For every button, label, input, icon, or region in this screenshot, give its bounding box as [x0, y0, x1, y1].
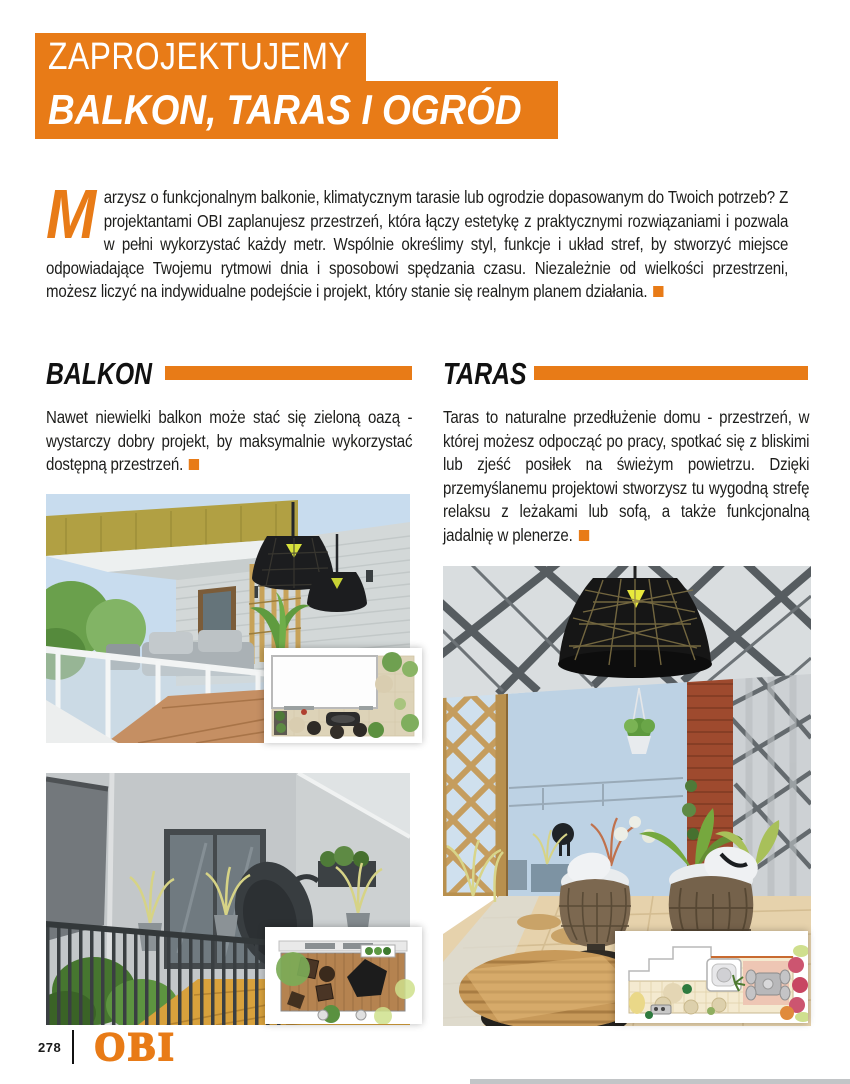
- balcony-day-floor-plan-inset: [264, 648, 422, 743]
- taras-text-block: [443, 406, 809, 547]
- page-footer: [38, 1024, 177, 1069]
- balkon-header: [46, 356, 412, 392]
- balcony-evening-floor-plan-inset: [265, 927, 422, 1024]
- terrace-photo: [443, 566, 808, 1026]
- balkon-orange-bar: [165, 366, 412, 380]
- taras-orange-bar: [534, 366, 808, 380]
- page-bottom-edge: [470, 1079, 850, 1084]
- taras-header: [443, 356, 808, 392]
- banner-line1-box: [35, 33, 366, 81]
- balkon-title: BALKON: [46, 356, 153, 391]
- balkon-text: Nawet niewielki balkon może stać się zieloną oazą - wystarczy dobry projekt, by maksymalnie wykorzystać dostępną przestrzeń.: [46, 407, 413, 474]
- page-number: 278: [38, 1039, 62, 1055]
- banner-line2-box: [35, 81, 558, 139]
- page-banner: [35, 33, 558, 139]
- intro-paragraph: [46, 175, 789, 304]
- section-balkon: [46, 356, 412, 1025]
- intro-text: arzysz o funkcjonalnym balkonie, klimatycznym tarasie lub ogrodzie dopasowanym do Twoich potrzeb? Z projektantami OBI zaplanujesz przestrzeń, która łączy estetykę z praktycznymi rozwiązaniami i pozwala w pełni wykorzystać każdy metr. Wspólnie określimy styl, funkcje i układ stref, by stworzyć miejsce odpowiadające Twojemu rytmowi dnia i sposobowi spędzania czasu. Niezależnie od wielkości przestrzeni, możesz liczyć na indywidualne podejście i projekt, który stanie się realnym planem działania.: [46, 187, 789, 301]
- drop-cap: M: [46, 175, 96, 253]
- paragraph-end-square-icon: [579, 530, 589, 541]
- terrace-floor-plan-inset: [615, 931, 808, 1023]
- balcony-evening-photo: [46, 773, 412, 1025]
- section-taras: [443, 356, 808, 1026]
- banner-line2-text: BALKON, TARAS I OGRÓD: [48, 86, 522, 133]
- intro-text-block: [46, 175, 789, 304]
- balkon-text-block: [46, 406, 412, 477]
- balcony-day-photo: [46, 494, 412, 743]
- terrace-floor-plan-image: [615, 931, 808, 1023]
- banner-line1-text: ZAPROJEKTUJEMY: [48, 35, 351, 78]
- paragraph-end-square-icon: [189, 459, 199, 470]
- paragraph-end-square-icon: [653, 286, 663, 297]
- taras-text: Taras to naturalne przedłużenie domu - przestrzeń, w której możesz odpocząć po pracy, spotkać się z bliskimi lub zjeść posiłek na świeżym powietrzu. Dzięki przemyślanemu projektowi stworzysz tu wygodną strefę relaksu z leżakami lub sofą, a także funkcjonalną jadalnię w plenerze.: [443, 407, 810, 545]
- obi-logo: OBI: [94, 1024, 177, 1069]
- taras-title: TARAS: [443, 356, 527, 391]
- balcony-evening-floor-plan-image: [265, 927, 422, 1024]
- footer-divider: [72, 1030, 74, 1064]
- balcony-day-floor-plan-image: [264, 648, 422, 743]
